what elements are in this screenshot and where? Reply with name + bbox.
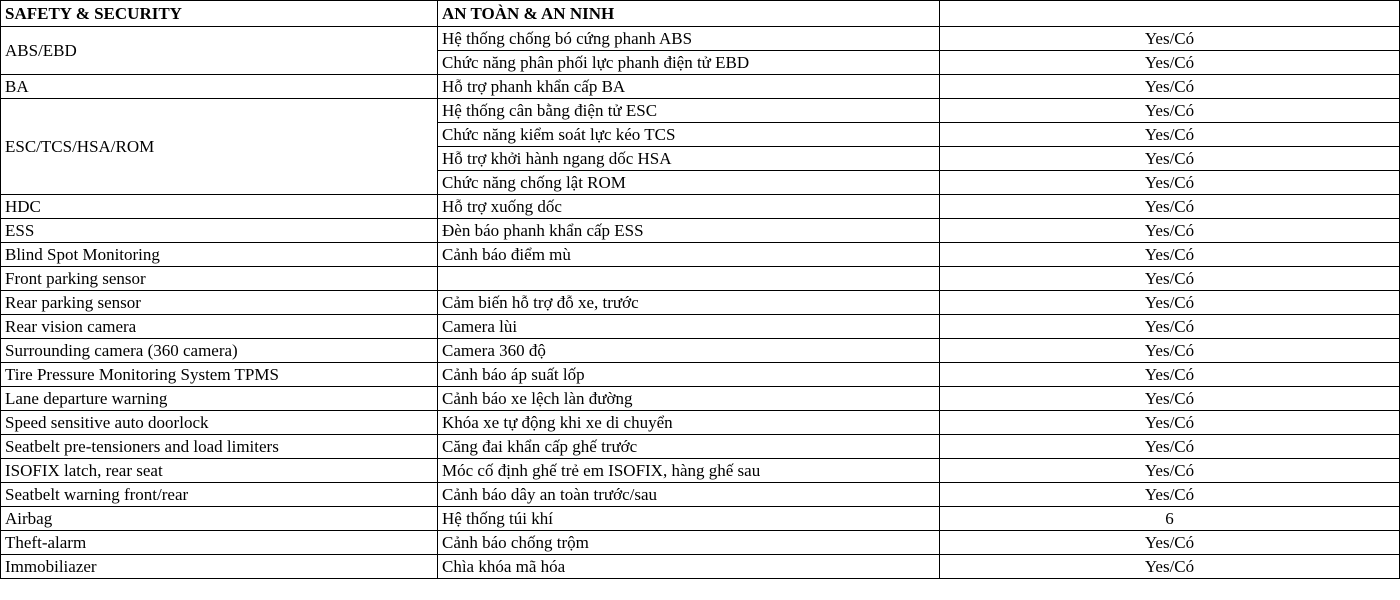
feature-value: Yes/Có — [940, 219, 1400, 243]
feature-value: Yes/Có — [940, 363, 1400, 387]
feature-description: Hệ thống túi khí — [438, 507, 940, 531]
feature-description: Camera lùi — [438, 315, 940, 339]
feature-description: Cảnh báo điểm mù — [438, 243, 940, 267]
feature-value: Yes/Có — [940, 123, 1400, 147]
feature-name: Rear parking sensor — [1, 291, 438, 315]
header-english: SAFETY & SECURITY — [1, 1, 438, 27]
feature-name: ESS — [1, 219, 438, 243]
feature-name: Surrounding camera (360 camera) — [1, 339, 438, 363]
table-row — [1, 507, 1400, 531]
table-row — [1, 531, 1400, 555]
feature-name: Immobiliazer — [1, 555, 438, 579]
feature-description: Cảnh báo áp suất lốp — [438, 363, 940, 387]
feature-description: Khóa xe tự động khi xe di chuyển — [438, 411, 940, 435]
feature-description: Móc cố định ghế trẻ em ISOFIX, hàng ghế sau — [438, 459, 940, 483]
feature-value: Yes/Có — [940, 411, 1400, 435]
feature-value: Yes/Có — [940, 291, 1400, 315]
feature-description: Chức năng chống lật ROM — [438, 171, 940, 195]
feature-description — [438, 267, 940, 291]
table-row — [1, 75, 1400, 99]
table-row — [1, 411, 1400, 435]
feature-name: ISOFIX latch, rear seat — [1, 459, 438, 483]
feature-name: Theft-alarm — [1, 531, 438, 555]
feature-value: Yes/Có — [940, 27, 1400, 51]
feature-description: Camera 360 độ — [438, 339, 940, 363]
feature-description: Hỗ trợ khởi hành ngang dốc HSA — [438, 147, 940, 171]
table-row — [1, 339, 1400, 363]
table-row — [1, 483, 1400, 507]
feature-value: Yes/Có — [940, 315, 1400, 339]
feature-description: Hệ thống cân bằng điện tử ESC — [438, 99, 940, 123]
table-row — [1, 387, 1400, 411]
feature-value: Yes/Có — [940, 75, 1400, 99]
feature-value: Yes/Có — [940, 51, 1400, 75]
table-row — [1, 555, 1400, 579]
table-row — [1, 267, 1400, 291]
feature-value: Yes/Có — [940, 147, 1400, 171]
feature-value: Yes/Có — [940, 483, 1400, 507]
feature-value: Yes/Có — [940, 435, 1400, 459]
table-row — [1, 27, 1400, 51]
feature-description: Chức năng phân phối lực phanh điện tử EBD — [438, 51, 940, 75]
feature-name: Speed sensitive auto doorlock — [1, 411, 438, 435]
feature-name: Blind Spot Monitoring — [1, 243, 438, 267]
feature-description: Hỗ trợ xuống dốc — [438, 195, 940, 219]
feature-name: HDC — [1, 195, 438, 219]
table-row — [1, 315, 1400, 339]
feature-description: Chức năng kiểm soát lực kéo TCS — [438, 123, 940, 147]
header-vietnamese: AN TOÀN & AN NINH — [438, 1, 940, 27]
table-row — [1, 99, 1400, 123]
feature-value: Yes/Có — [940, 555, 1400, 579]
table-header-row — [1, 1, 1400, 27]
feature-value: Yes/Có — [940, 459, 1400, 483]
table-row — [1, 363, 1400, 387]
feature-name-abs-ebd: ABS/EBD — [1, 27, 438, 75]
feature-description: Cảnh báo xe lệch làn đường — [438, 387, 940, 411]
feature-name: Lane departure warning — [1, 387, 438, 411]
feature-name: Seatbelt warning front/rear — [1, 483, 438, 507]
feature-description: Hệ thống chống bó cứng phanh ABS — [438, 27, 940, 51]
table-row — [1, 435, 1400, 459]
feature-value: 6 — [940, 507, 1400, 531]
feature-name: Front parking sensor — [1, 267, 438, 291]
feature-name: Rear vision camera — [1, 315, 438, 339]
table-row — [1, 219, 1400, 243]
table-row — [1, 195, 1400, 219]
feature-name: Seatbelt pre-tensioners and load limiters — [1, 435, 438, 459]
feature-value: Yes/Có — [940, 195, 1400, 219]
feature-name-esc-tcs-hsa-rom: ESC/TCS/HSA/ROM — [1, 99, 438, 195]
feature-value: Yes/Có — [940, 171, 1400, 195]
table-row — [1, 291, 1400, 315]
feature-name: Airbag — [1, 507, 438, 531]
feature-name: BA — [1, 75, 438, 99]
feature-description: Căng đai khẩn cấp ghế trước — [438, 435, 940, 459]
feature-value: Yes/Có — [940, 339, 1400, 363]
feature-value: Yes/Có — [940, 99, 1400, 123]
table-row — [1, 459, 1400, 483]
feature-description: Hỗ trợ phanh khẩn cấp BA — [438, 75, 940, 99]
feature-description: Cảnh báo dây an toàn trước/sau — [438, 483, 940, 507]
feature-value: Yes/Có — [940, 531, 1400, 555]
feature-description: Đèn báo phanh khẩn cấp ESS — [438, 219, 940, 243]
feature-description: Cảm biến hỗ trợ đỗ xe, trước — [438, 291, 940, 315]
feature-description: Chìa khóa mã hóa — [438, 555, 940, 579]
feature-value: Yes/Có — [940, 267, 1400, 291]
header-value — [940, 1, 1400, 27]
feature-value: Yes/Có — [940, 243, 1400, 267]
feature-description: Cảnh báo chống trộm — [438, 531, 940, 555]
feature-value: Yes/Có — [940, 387, 1400, 411]
feature-name: Tire Pressure Monitoring System TPMS — [1, 363, 438, 387]
table-row — [1, 243, 1400, 267]
